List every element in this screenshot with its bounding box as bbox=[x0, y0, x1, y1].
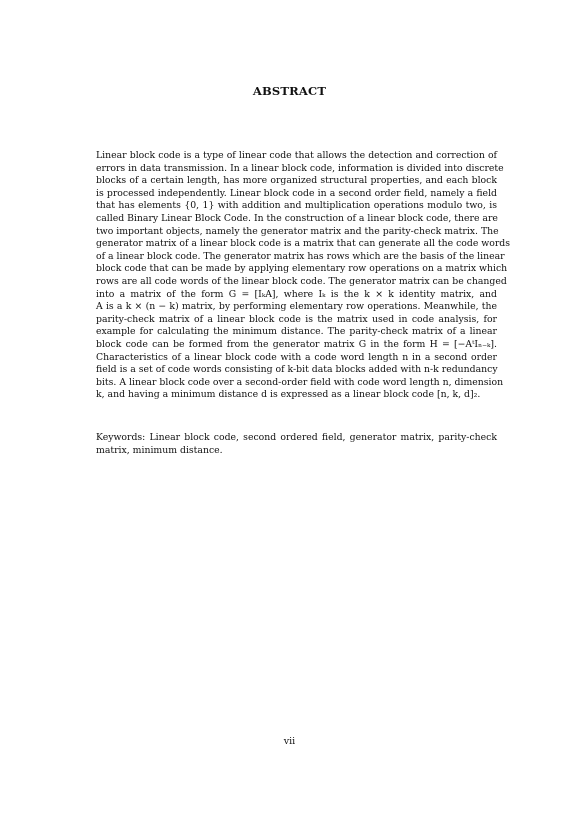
abstract-line: Linear block code is a type of linear code that allows the detection and correction of bbox=[96, 150, 497, 161]
abstract-line: block code that can be made by applying elementary row operations on a matrix which bbox=[96, 263, 508, 275]
keywords-paragraph bbox=[96, 432, 497, 457]
abstract-line: block code can be formed from the generator matrix G in the form H = [−AᵗIₙ₋ₖ]. bbox=[96, 338, 497, 350]
abstract-line: into a matrix of the form G = [IₖA], where Iₖ is the k × k identity matrix, and bbox=[96, 288, 497, 300]
abstract-line: parity-check matrix of a linear block code is the matrix used in code analysis, for bbox=[96, 313, 497, 325]
abstract-line: k, and having a minimum distance d is expressed as a linear block code [n, k, d]₂. bbox=[96, 389, 481, 401]
abstract-line: two important objects, namely the generator matrix and the parity-check matrix. The bbox=[96, 225, 499, 237]
page-number: vii bbox=[283, 736, 296, 747]
abstract-line: that has elements {0, 1} with addition and multiplication operations modulo two, is bbox=[96, 200, 497, 212]
abstract-line: Characteristics of a linear block code with a code word length n in a second order bbox=[96, 351, 497, 363]
abstract-line: bits. A linear block code over a second-order field with code word length n, dimension bbox=[96, 376, 504, 388]
abstract-line: of a linear block code. The generator matrix has rows which are the basis of the linear bbox=[96, 250, 505, 262]
abstract-paragraph bbox=[96, 150, 511, 402]
abstract-line: is processed independently. Linear block code in a second order field, namely a field bbox=[96, 187, 497, 199]
abstract-line: blocks of a certain length, has more organized structural properties, and each block bbox=[96, 175, 497, 187]
abstract-line: called Binary Linear Block Code. In the construction of a linear block code, there are bbox=[96, 212, 498, 224]
abstract-line: field is a set of code words consisting of k-bit data blocks added with n-k redundancy bbox=[96, 364, 498, 376]
keywords-line: Keywords: Linear block code, second ordered field, generator matrix, parity-check bbox=[96, 432, 497, 443]
keywords-line: matrix, minimum distance. bbox=[96, 444, 223, 456]
abstract-line: errors in data transmission. In a linear block code, information is divided into discrete bbox=[96, 162, 504, 174]
abstract-line: A is a k × (n − k) matrix, by performing elementary row operations. Meanwhile, the bbox=[96, 301, 497, 313]
abstract-line: example for calculating the minimum distance. The parity-check matrix of a linear bbox=[96, 326, 497, 338]
abstract-heading: ABSTRACT bbox=[252, 84, 327, 98]
abstract-line: generator matrix of a linear block code is a matrix that can generate all the code words bbox=[96, 238, 511, 250]
abstract-line: rows are all code words of the linear block code. The generator matrix can be changed bbox=[96, 275, 507, 287]
